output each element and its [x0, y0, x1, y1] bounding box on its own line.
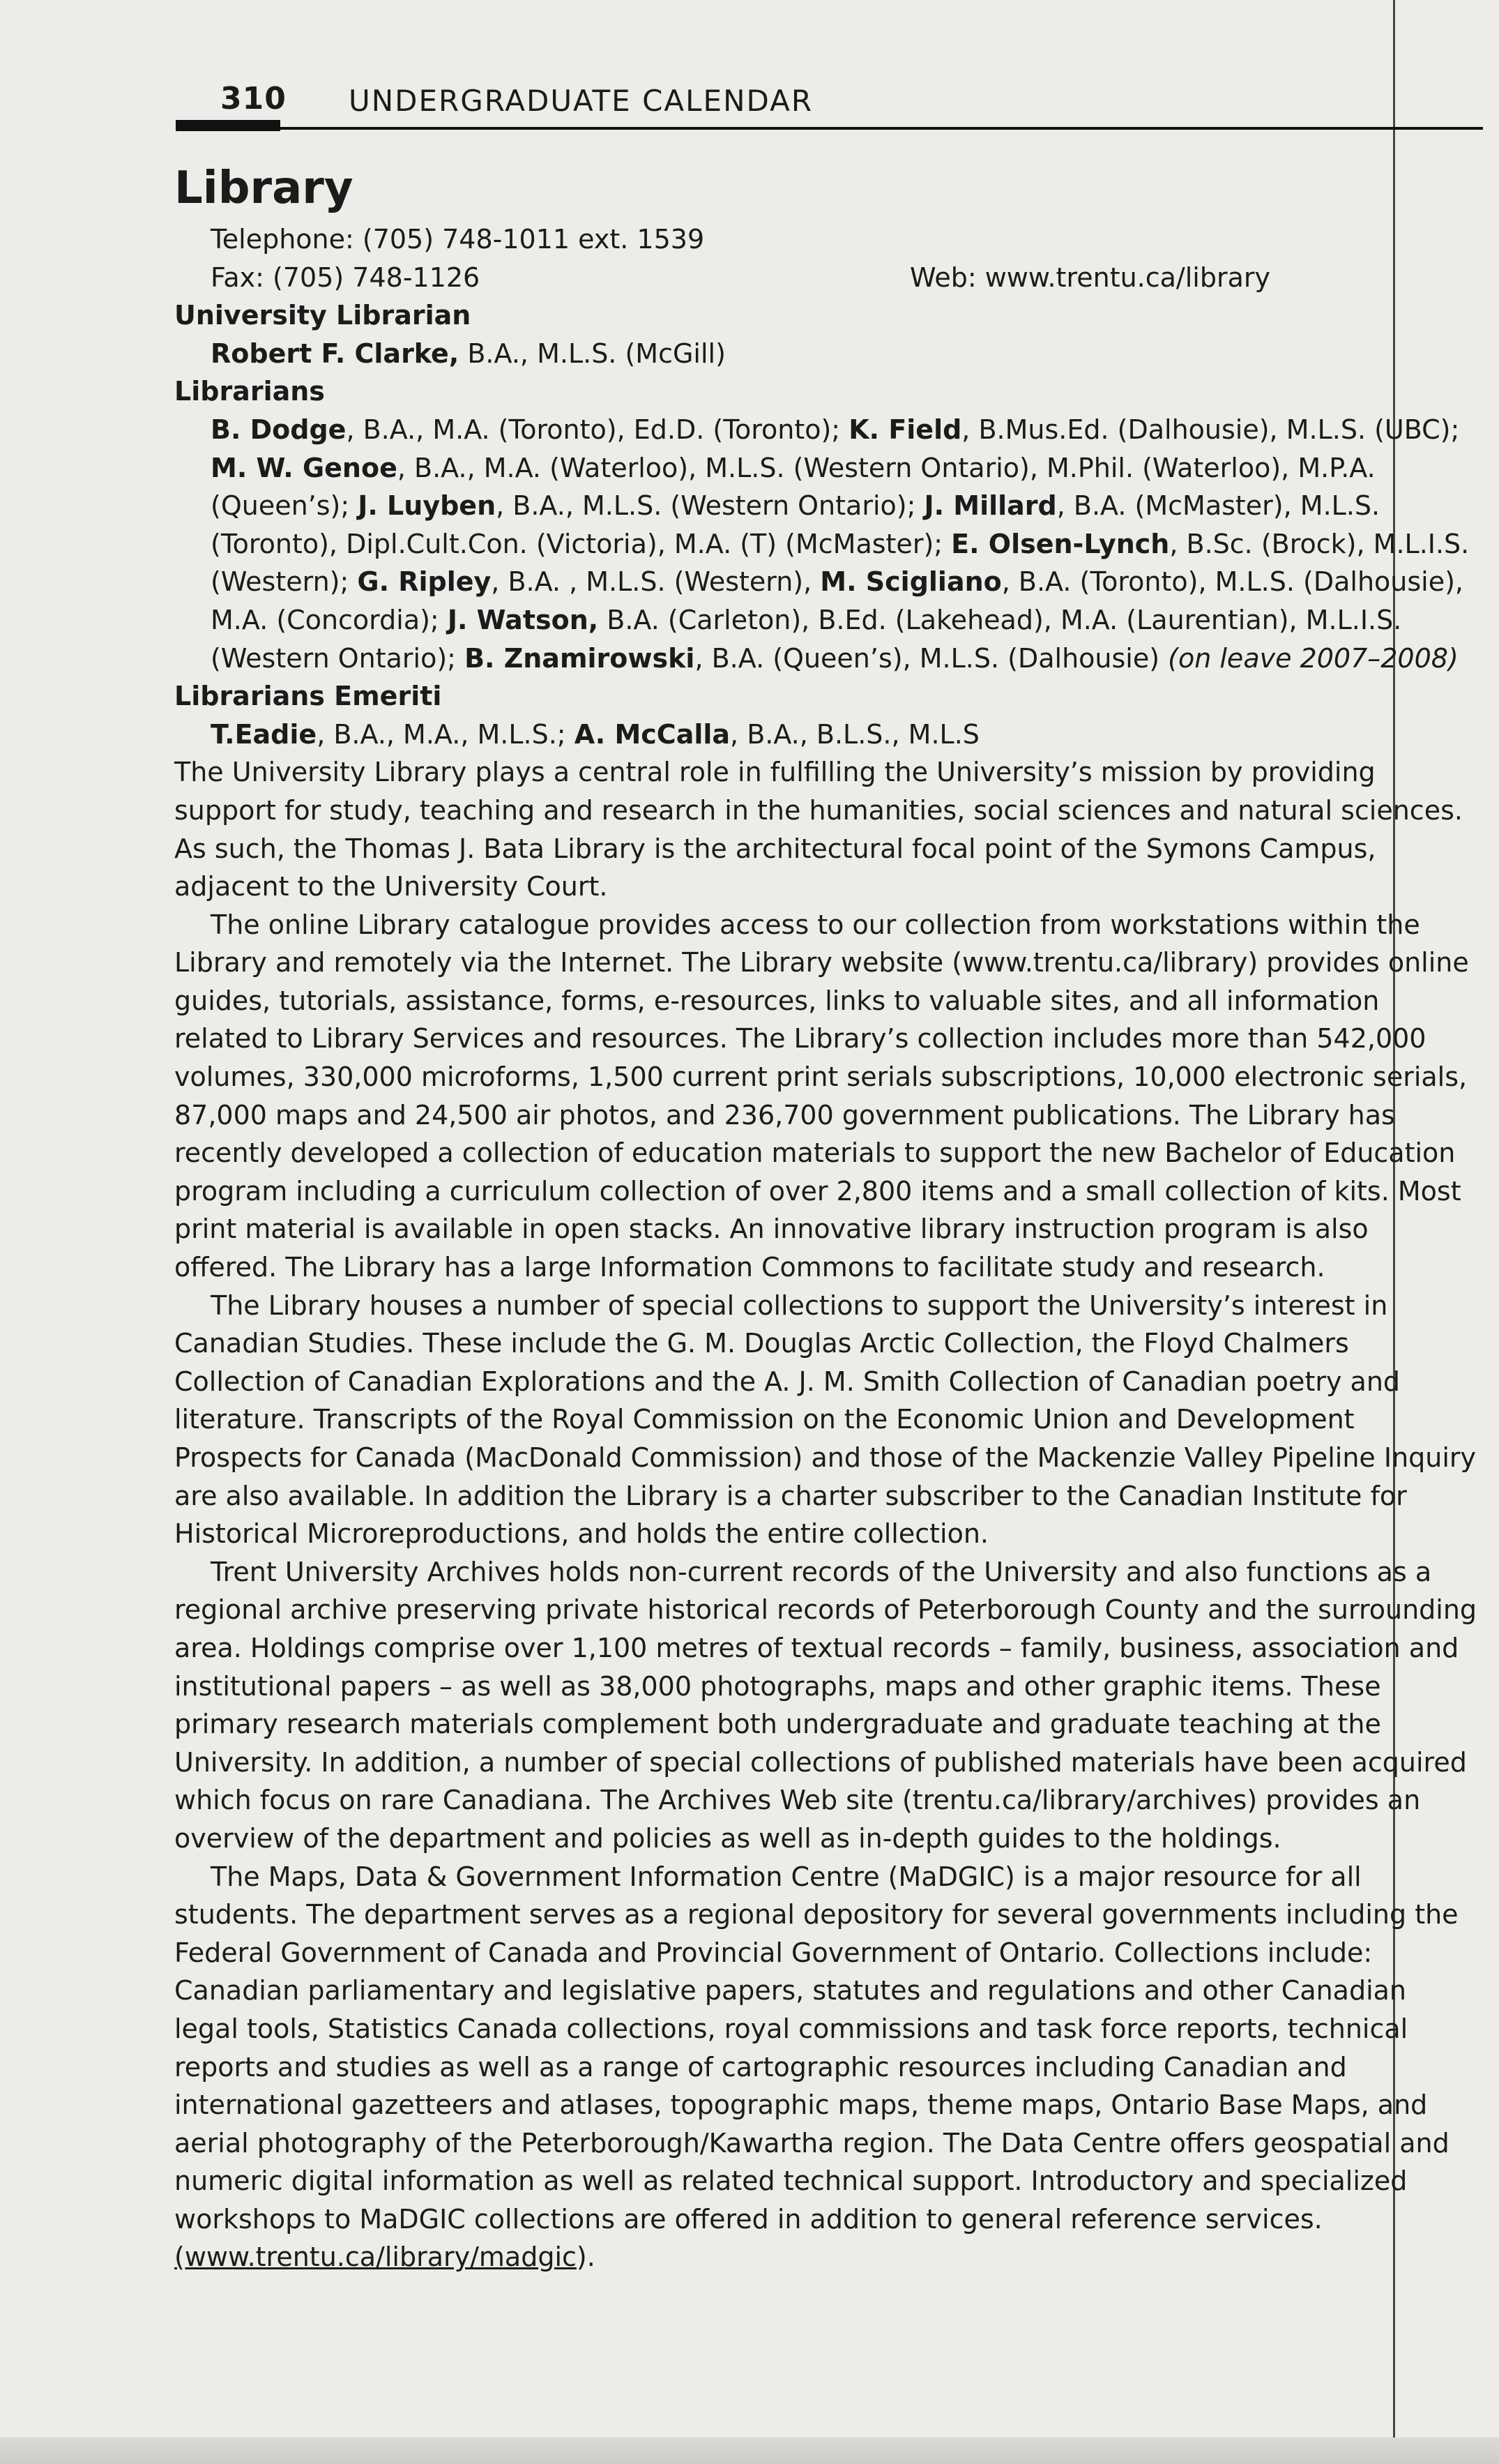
fax-web-row	[174, 259, 1270, 297]
person-credentials: , B.A. , M.L.S. (Western),	[491, 566, 821, 598]
librarians-list	[174, 411, 1478, 677]
person-credentials: , B.A., M.A., M.L.S.;	[317, 718, 575, 750]
librarians-heading: Librarians	[174, 376, 325, 407]
person-credentials: , B.Mus.Ed. (Dalhousie), M.L.S. (UBC);	[961, 414, 1460, 445]
fax-line: Fax: (705) 748-1126	[211, 262, 480, 293]
body-paragraph: Trent University Archives holds non-current records of the University and also functions as a regional archive preserving private historical records of Peterborough County and the surrounding area. Holdings comprise over 1,100 metres of textual records – family, business, association and institutional papers – as well as 38,000 photographs, maps and other graphic items. These primary research materials complement both undergraduate and graduate teaching at the University. In addition, a number of special collections of published materials have been acquired which focus on rare Canadiana. The Archives Web site (trentu.ca/library/archives) provides an overview of the department and policies as well as in-depth guides to the holdings.	[174, 1556, 1477, 1854]
running-head: UNDERGRADUATE CALENDAR	[349, 84, 814, 118]
person-name: Robert F. Clarke,	[211, 338, 459, 369]
body-paragraph: The University Library plays a central role in fulfilling the University’s mission by providing support for study, teaching and research in the humanities, social sciences and natural sciences. As such, the Thomas J. Bata Library is the architectural focal point of the Symons Campus, adjacent to the University Court.	[174, 757, 1463, 902]
body-paragraph: The online Library catalogue provides access to our collection from workstations within the Library and remotely via the Internet. The Library website (www.trentu.ca/library) provides online guides, tutorials, assistance, forms, e-resources, links to valuable sites, and all information related to Library Services and resources. The Library’s collection includes more than 542,000 volumes, 330,000 microforms, 1,500 current print serials subscriptions, 10,000 electronic serials, 87,000 maps and 24,500 air photos, and 236,700 government publications. The Library has recently developed a collection of education materials to support the new Bachelor of Education program including a curriculum collection of over 2,800 items and a small collection of kits. Most print material is available in open stacks. An innovative library instruction program is also offered. The Library has a large Information Commons to facilitate study and research.	[174, 909, 1469, 1283]
emeriti-heading: Librarians Emeriti	[174, 681, 442, 712]
university-librarian-heading: University Librarian	[174, 300, 471, 331]
person-name: A. McCalla	[574, 718, 731, 750]
person-credentials: B.A. (Carleton), B.Ed. (Lakehead), M.A. (Laurentian), M.L.I.S. (Western Ontario);	[211, 604, 1402, 674]
emeriti-list	[174, 716, 1478, 754]
person-name: M. W. Genoe	[211, 452, 397, 483]
telephone-line: Telephone: (705) 748-1011 ext. 1539	[211, 224, 705, 255]
person-credentials: , B.A. (McMaster), M.L.S. (Toronto), Dipl.Cult.Con. (Victoria), M.A. (T) (McMaster);	[211, 490, 1380, 559]
web-line: Web: www.trentu.ca/library	[909, 262, 1270, 293]
person-credentials: , B.A., M.A. (Toronto), Ed.D. (Toronto);	[346, 414, 849, 445]
scan-bottom-edge	[0, 2437, 1499, 2464]
person-credentials: B.A., M.L.S. (McGill)	[459, 338, 726, 369]
person-name: E. Olsen-Lynch	[951, 528, 1170, 559]
page-header	[176, 78, 1483, 134]
body-paragraph: The Library houses a number of special collections to support the University’s interest in Canadian Studies. These include the G. M. Douglas Arctic Collection, the Floyd Chalmers Collection of Canadian Explorations and the A. J. M. Smith Collection of Canadian poetry and literature. Transcripts of the Royal Commission on the Economic Union and Development Prospects for Canada (MacDonald Commission) and those of the Mackenzie Valley Pipeline Inquiry are also available. In addition the Library is a charter subscriber to the Canadian Institute for Historical Microreproductions, and holds the entire collection.	[174, 1290, 1477, 1550]
person-name: T.Eadie	[211, 718, 317, 750]
page-number: 310	[220, 81, 287, 116]
leave-note: (on leave 2007–2008)	[1168, 642, 1459, 674]
university-librarian-entry	[174, 335, 1478, 373]
person-credentials: , B.A., B.L.S., M.L.S	[730, 718, 980, 750]
person-credentials: , B.A. (Queen’s), M.L.S. (Dalhousie)	[694, 642, 1169, 674]
madgic-link[interactable]: (www.trentu.ca/library/madgic	[174, 2242, 577, 2273]
person-credentials: , B.A., M.A. (Waterloo), M.L.S. (Western Ontario), M.Phil. (Waterloo), M.P.A. (Queen’s);	[211, 452, 1376, 522]
person-credentials: , B.A., M.L.S. (Western Ontario);	[496, 490, 924, 522]
person-name: B. Dodge	[211, 414, 347, 445]
person-credentials: , B.A. (Toronto), M.L.S. (Dalhousie), M.A. (Concordia);	[211, 566, 1464, 635]
section-title: Library	[174, 162, 353, 214]
header-rule	[176, 127, 1483, 130]
person-name: B. Znamirowski	[464, 642, 695, 674]
person-name: J. Millard	[924, 490, 1057, 522]
person-name: G. Ripley	[357, 566, 492, 598]
madgic-tail: ).	[576, 2242, 595, 2273]
madgic-paragraph	[174, 1858, 1478, 2277]
madgic-text: The Maps, Data & Government Information Centre (MaDGIC) is a major resource for all students. The department serves as a regional depository for several governments including the Federal Government of Canada and Provincial Government of Ontario. Collections include: Canadian parliamentary and legislative papers, statutes and regulations and other Canadian legal tools, Statistics Canada collections, royal commissions and task force reports, technical reports and studies as well as a range of cartographic resources including Canadian and international gazetteers and atlases, topographic maps, theme maps, Ontario Base Maps, and aerial photography of the Peterborough/Kawartha region. The Data Centre offers geospatial and numeric digital information as well as related technical support. Introductory and specialized workshops to MaDGIC collections are offered in addition to general reference services.	[174, 1861, 1459, 2235]
person-name: J. Watson,	[447, 604, 599, 635]
person-name: K. Field	[849, 414, 962, 445]
person-name: M. Scigliano	[820, 566, 1002, 598]
library-section	[174, 160, 1478, 2276]
person-credentials: , B.Sc. (Brock), M.L.I.S. (Western);	[211, 528, 1470, 598]
person-name: J. Luyben	[358, 490, 496, 522]
